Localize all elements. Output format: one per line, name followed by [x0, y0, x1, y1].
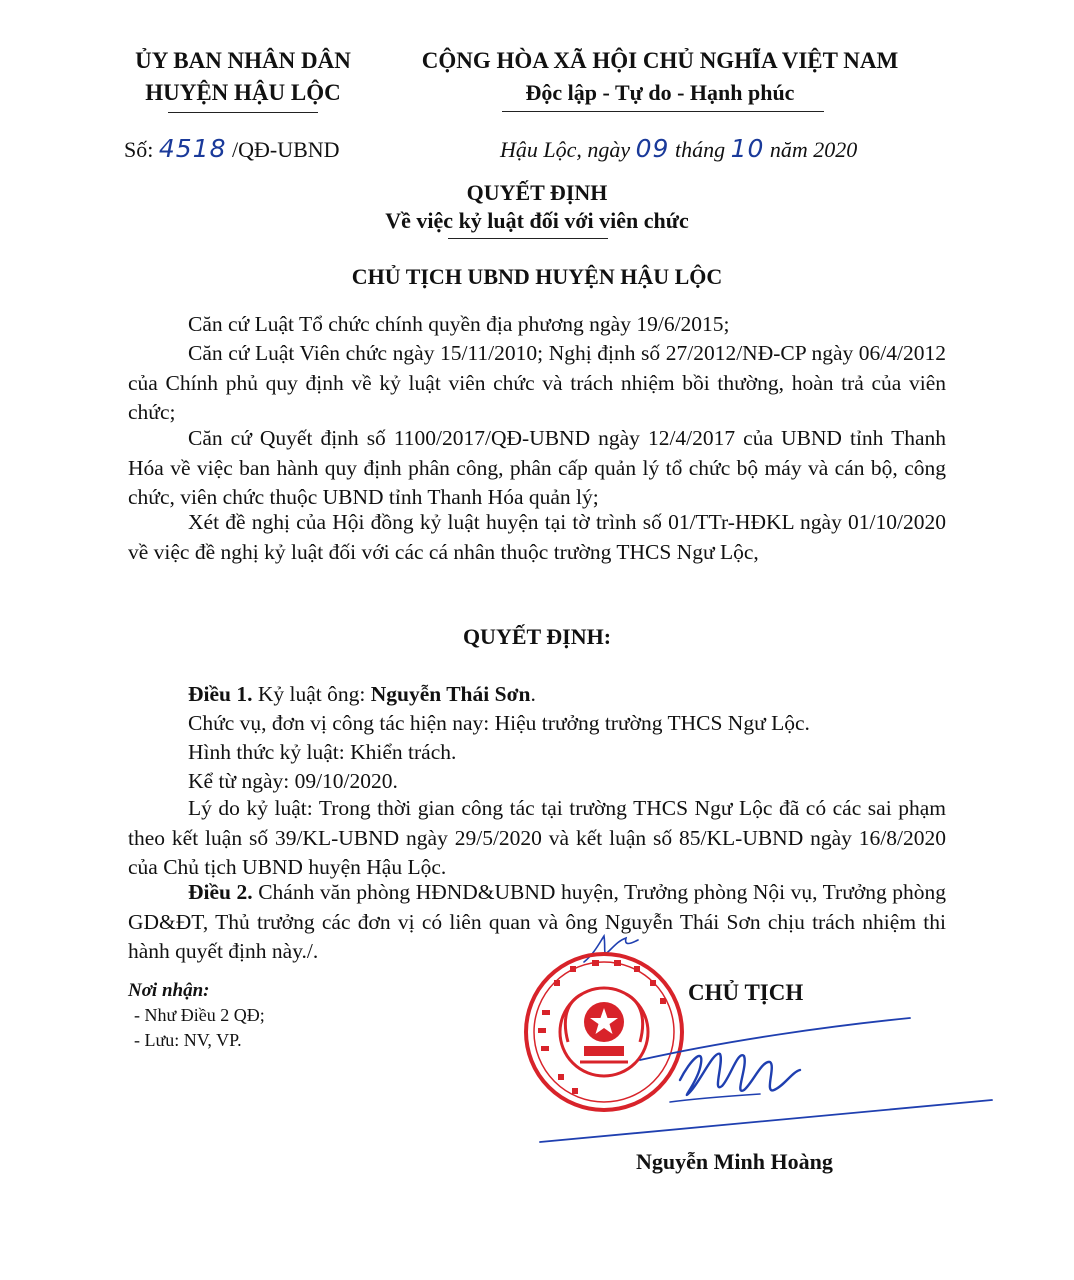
document-date — [500, 134, 857, 163]
disciplined-person: Nguyễn Thái Sơn — [370, 682, 531, 706]
number-suffix: /QĐ-UBND — [231, 137, 340, 162]
basis-2: Căn cứ Luật Viên chức ngày 15/11/2010; Nghị định số 27/2012/NĐ-CP ngày 06/4/2012 của Chính phủ quy định về kỷ luật viên chức và trách nhiệm bồi thường, hoàn trả của viên chức; — [128, 341, 946, 424]
article-1-position: Chức vụ, đơn vị công tác hiện nay: Hiệu trưởng trường THCS Ngư Lộc. — [188, 711, 810, 735]
article-2: Điều 2. Chánh văn phòng HĐND&UBND huyện, Trưởng phòng Nội vụ, Trưởng phòng GD&ĐT, Thủ trưởng các đơn vị có liên quan và ông Nguyễn Thái Sơn chịu trách nhiệm thi hành quyết định này./. — [128, 880, 947, 963]
agency-name: ỦY BAN NHÂN DÂN — [135, 48, 351, 73]
recipient-item: - Như Điều 2 QĐ; — [134, 1005, 265, 1025]
signature-icon — [530, 1010, 1000, 1150]
decision-subject: Về việc kỷ luật đối với viên chức — [385, 208, 689, 233]
article-1: Điều 1. Kỷ luật ông: Nguyễn Thái Sơn. — [188, 682, 536, 706]
article-1-effective: Kể từ ngày: 09/10/2020. — [188, 769, 398, 793]
date-year: năm 2020 — [769, 137, 858, 162]
national-motto: Độc lập - Tự do - Hạnh phúc — [525, 80, 795, 105]
article-2-label: Điều 2. — [188, 880, 253, 904]
article-1-reason: Lý do kỷ luật: Trong thời gian công tác tại trường THCS Ngư Lộc đã có các sai phạm theo kết luận số 39/KL-UBND ngày 29/5/2020 và kết luận số 85/KL-UBND ngày 16/8/2020 của Chủ tịch UBND huyện Hậu Lộc. — [128, 796, 946, 879]
motto-underline — [502, 111, 824, 112]
signer-name: Nguyễn Minh Hoàng — [636, 1149, 833, 1174]
basis-3: Căn cứ Quyết định số 1100/2017/QĐ-UBND ngày 12/4/2017 của UBND tỉnh Thanh Hóa về việc ban hành quy định phân công, phân cấp quản lý tổ chức bộ máy và cán bộ, công chức, viên chức thuộc UBND tỉnh Thanh Hóa quản lý; — [128, 426, 946, 509]
authority-title: CHỦ TỊCH UBND HUYỆN HẬU LỘC — [351, 264, 723, 289]
basis-1: Căn cứ Luật Tổ chức chính quyền địa phương ngày 19/6/2015; — [188, 312, 730, 336]
district-underline — [168, 112, 318, 113]
national-title: CỘNG HÒA XÃ HỘI CHỦ NGHĨA VIỆT NAM — [421, 48, 899, 73]
number-handwritten: 4518 — [158, 134, 227, 163]
date-month-label: tháng — [674, 137, 726, 162]
district-name: HUYỆN HẬU LỘC — [145, 80, 341, 105]
recipients-heading: Nơi nhận: — [128, 980, 210, 1001]
number-prefix: Số: — [124, 137, 154, 162]
date-prefix: Hậu Lộc, ngày — [500, 137, 631, 162]
basis-4: Xét đề nghị của Hội đồng kỷ luật huyện tại tờ trình số 01/TTr-HĐKL ngày 01/10/2020 về việc đề nghị kỷ luật đối với các cá nhân thuộc trường THCS Ngư Lộc, — [128, 510, 946, 564]
date-day: 09 — [635, 134, 670, 163]
article-1-label: Điều 1. — [188, 682, 253, 706]
signer-title: CHỦ TỊCH — [688, 980, 804, 1005]
decision-title: QUYẾT ĐỊNH — [466, 180, 608, 205]
decision-heading: QUYẾT ĐỊNH: — [462, 624, 612, 649]
subject-underline — [448, 238, 608, 239]
document-number — [124, 134, 340, 163]
date-month: 10 — [730, 134, 765, 163]
article-1-form: Hình thức kỷ luật: Khiển trách. — [188, 740, 457, 764]
recipient-item: - Lưu: NV, VP. — [134, 1030, 242, 1050]
